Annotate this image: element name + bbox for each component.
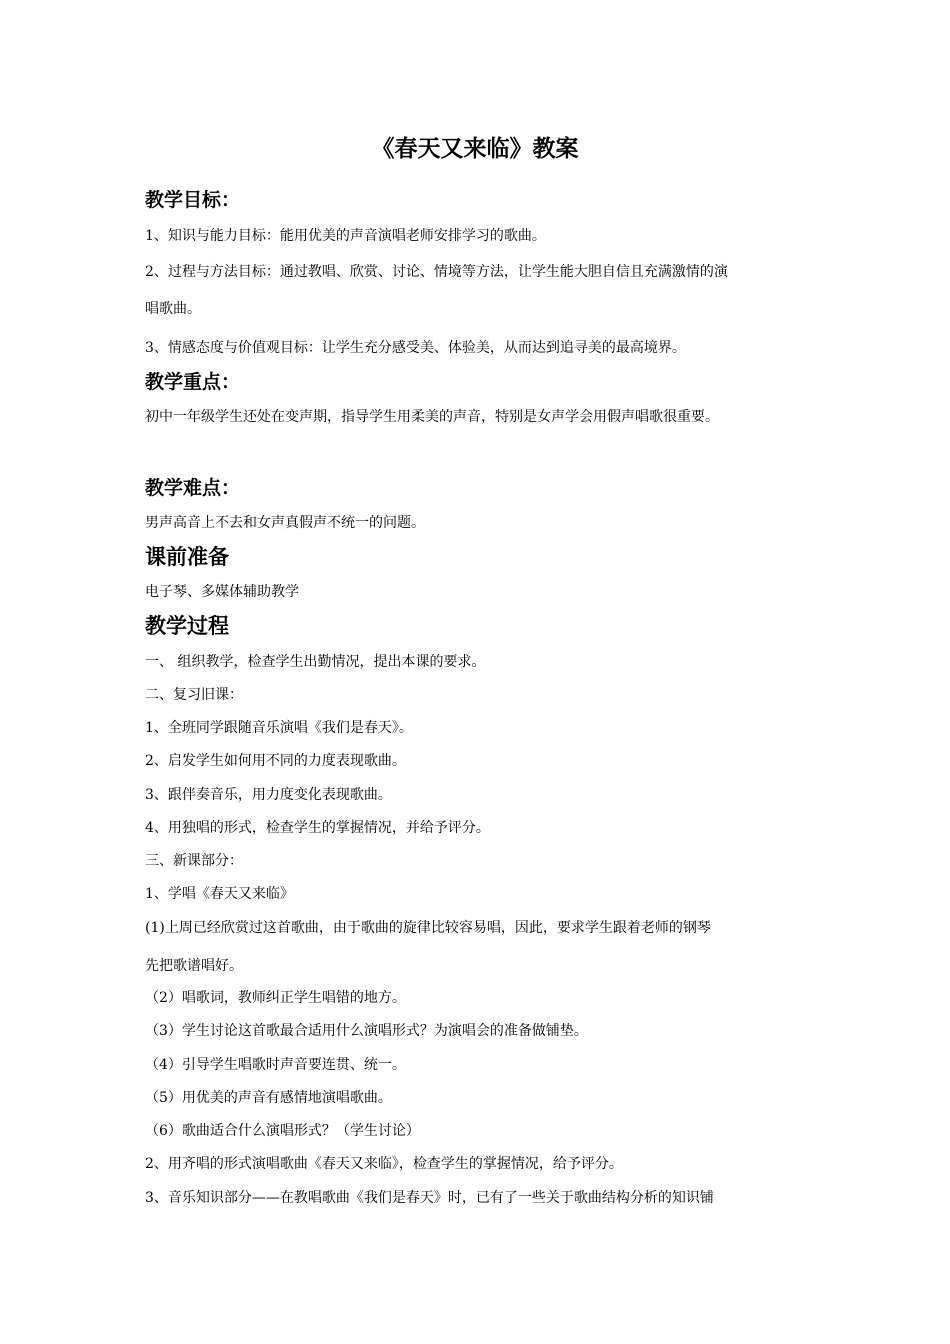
objectives-heading: 教学目标： [145,189,241,211]
preparation-heading: 课前准备 [145,545,229,569]
process-heading: 教学过程 [145,614,229,638]
preparation-text: 电子琴、多媒体辅助教学 [145,584,299,600]
process-line: 2、用齐唱的形式演唱歌曲《春天又来临》，检查学生的掌握情况，给予评分。 [145,1156,623,1172]
document-title: 《春天又来临》教案 [371,136,579,162]
objective-item: 3、情感态度与价值观目标：让学生充分感受美、体验美，从而达到追寻美的最高境界。 [145,340,686,356]
process-line: 一、 组织教学，检查学生出勤情况，提出本课的要求。 [145,654,486,670]
process-line: （6）歌曲适合什么演唱形式？（学生讨论） [145,1123,420,1139]
difficulties-text: 男声高音上不去和女声真假声不统一的问题。 [145,515,425,531]
key-points-heading: 教学重点： [145,371,241,393]
process-line: 1、全班同学跟随音乐演唱《我们是春天》。 [145,720,413,736]
process-line: 2、启发学生如何用不同的力度表现歌曲。 [145,753,406,769]
objective-item: 2、过程与方法目标：通过教唱、欣赏、讨论、情境等方法，让学生能大胆自信且充满激情的演 [145,264,728,280]
objective-item: 1、知识与能力目标：能用优美的声音演唱老师安排学习的歌曲。 [145,228,546,244]
process-line: 先把歌谱唱好。 [145,958,243,974]
process-line: 二、复习旧课： [145,687,243,703]
objective-item: 唱歌曲。 [145,301,201,317]
process-line: （2）唱歌词，教师纠正学生唱错的地方。 [145,990,406,1006]
process-line: 三、新课部分： [145,853,243,869]
process-line: （5）用优美的声音有感情地演唱歌曲。 [145,1090,392,1106]
process-line: 3、跟伴奏音乐，用力度变化表现歌曲。 [145,787,392,803]
key-points-text: 初中一年级学生还处在变声期，指导学生用柔美的声音，特别是女声学会用假声唱歌很重要。 [145,409,719,425]
process-line: （4）引导学生唱歌时声音要连贯、统一。 [145,1057,406,1073]
process-line: 3、音乐知识部分——在教唱歌曲《我们是春天》时，已有了一些关于歌曲结构分析的知识铺 [145,1190,714,1206]
process-line: (1)上周已经欣赏过这首歌曲，由于歌曲的旋律比较容易唱，因此，要求学生跟着老师的钢琴 [145,920,711,936]
difficulties-heading: 教学难点： [145,477,241,499]
process-line: 1、学唱《春天又来临》 [145,886,294,902]
process-line: 4、用独唱的形式，检查学生的掌握情况，并给予评分。 [145,820,490,836]
process-line: （3）学生讨论这首歌最合适用什么演唱形式？为演唱会的准备做铺垫。 [145,1023,588,1039]
